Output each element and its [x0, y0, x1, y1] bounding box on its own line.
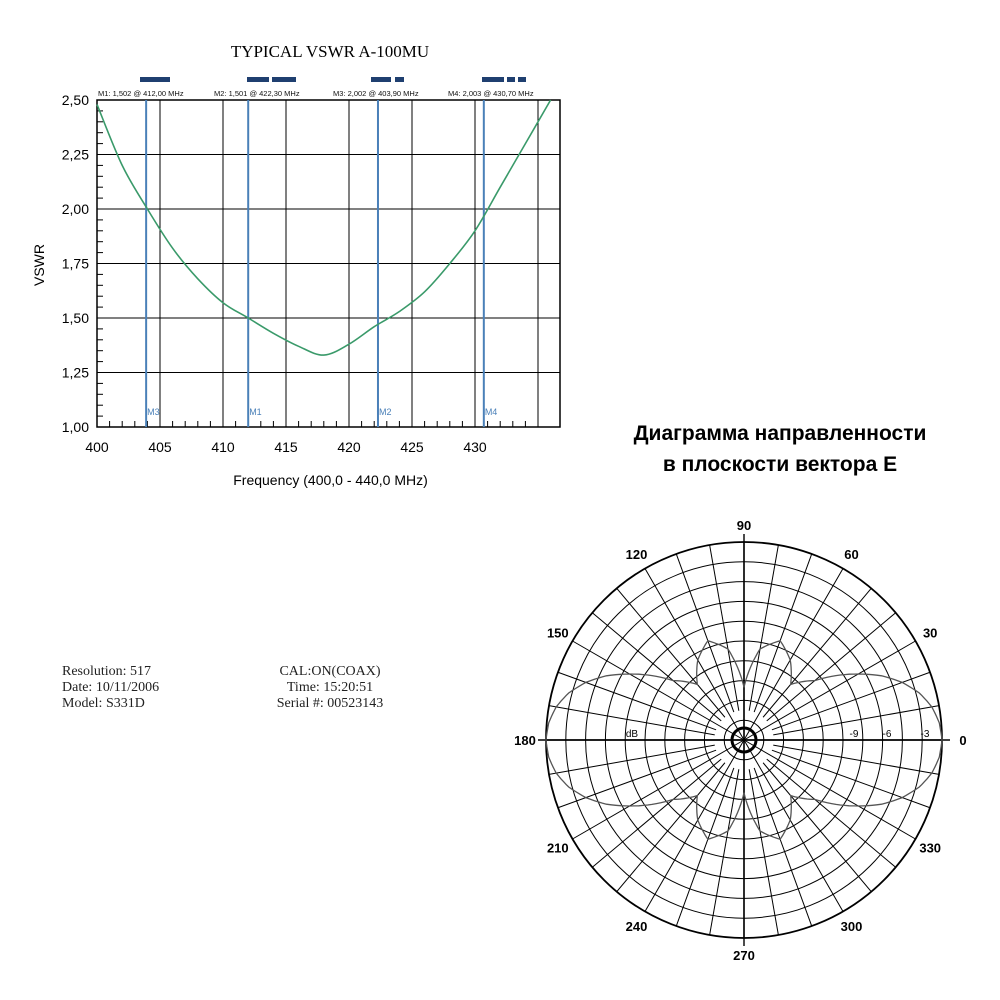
y-tick-label: 2,50 — [61, 92, 89, 108]
polar-angle-label: 120 — [625, 546, 648, 562]
polar-unit-label: dB — [625, 729, 639, 740]
polar-angle-label: 60 — [844, 546, 859, 562]
y-axis-label: VSWR — [31, 244, 47, 286]
polar-angle-label: 30 — [922, 625, 938, 641]
marker-label: M3 — [147, 407, 160, 417]
polar-angle-label: 240 — [625, 919, 648, 935]
x-axis-label: Frequency (400,0 - 440,0 MHz) — [233, 472, 428, 488]
polar-angle-label: 210 — [546, 840, 569, 856]
cal-text: CAL:ON(COAX) — [279, 664, 381, 679]
polar-angle-label: 300 — [840, 919, 863, 935]
x-tick-label: 400 — [85, 439, 109, 455]
x-tick-label: 410 — [211, 439, 235, 455]
y-tick-label: 1,75 — [61, 255, 89, 272]
polar-angle-label: 330 — [919, 840, 942, 856]
polar-angle-label: 270 — [733, 948, 755, 963]
date-text: Date: 10/11/2006 — [62, 680, 160, 695]
x-tick-label: 425 — [400, 439, 424, 455]
polar-title-line-2: в плоскости вектора E — [662, 453, 898, 476]
marker-header: M1: 1,502 @ 412,00 MHz — [98, 89, 184, 98]
y-tick-label: 1,25 — [61, 364, 89, 381]
polar-angle-label: 150 — [546, 625, 569, 641]
x-tick-label: 430 — [463, 439, 487, 455]
resolution-text: Resolution: 517 — [62, 664, 152, 679]
polar-radial-label: -6 — [882, 729, 892, 740]
marker-label: M2 — [378, 407, 392, 417]
y-tick-label: 2,25 — [61, 146, 89, 163]
polar-angle-label: 180 — [514, 733, 536, 748]
polar-angle-label: 0 — [959, 733, 967, 748]
polar-radial-label: -9 — [849, 729, 859, 740]
marker-label: M4 — [484, 407, 498, 417]
marker-header: M3: 2,002 @ 403,90 MHz — [333, 89, 419, 98]
polar-title-line-1: Диаграмма направленности — [633, 422, 927, 445]
vswr-chart-title: TYPICAL VSWR A-100MU — [230, 42, 430, 61]
polar-radial-label: -3 — [920, 729, 930, 740]
polar-angle-label: 90 — [736, 518, 752, 533]
x-tick-label: 420 — [337, 439, 361, 455]
y-tick-label: 1,00 — [61, 419, 89, 435]
y-tick-label: 1,50 — [61, 310, 89, 326]
marker-header: M4: 2,003 @ 430,70 MHz — [448, 89, 534, 98]
time-text: Time: 15:20:51 — [286, 680, 374, 695]
x-tick-label: 415 — [274, 439, 298, 455]
marker-header: M2: 1,501 @ 422,30 MHz — [214, 89, 300, 98]
model-text: Model: S331D — [62, 696, 145, 711]
serial-text: Serial #: 00523143 — [276, 696, 384, 711]
y-tick-label: 2,00 — [61, 201, 89, 217]
marker-label: M1 — [249, 407, 262, 417]
x-tick-label: 405 — [148, 439, 172, 455]
